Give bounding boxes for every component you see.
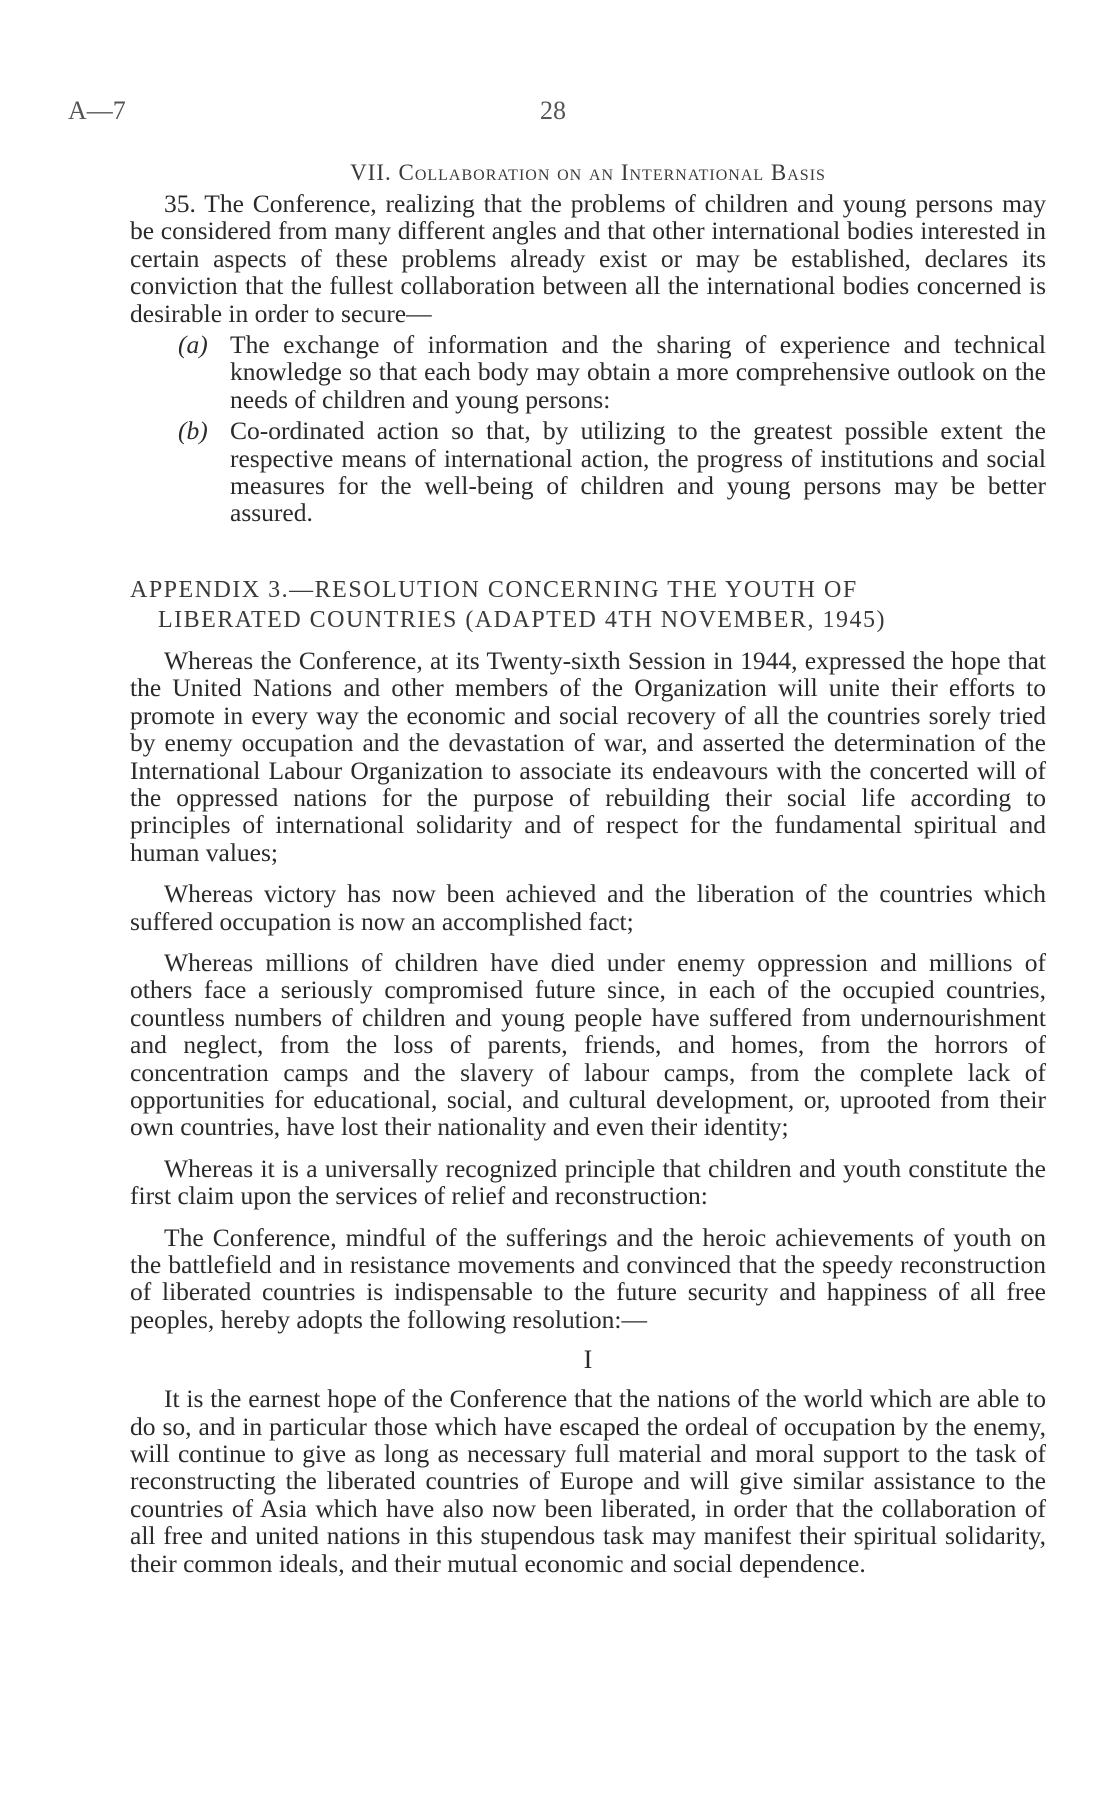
- paragraph-35: 35. The Conference, realizing that the problems of children and young persons may be considered from many different angles and that other international bodies interested in certain aspects of these problems already exist or may be established, declares its conviction that the fullest collaboration between all the international bodies concerned is desirable in order to secure—: [130, 189, 1046, 328]
- list-item-a: [130, 331, 1046, 413]
- appendix-title: [130, 575, 1046, 635]
- document-reference: A—7: [68, 96, 126, 125]
- list-item-label: (b): [178, 416, 208, 446]
- whereas-paragraph-3: Whereas millions of children have died under enemy oppression and millions of others face a seriously compromised future since, in each of the occupied countries, countless numbers of children and young people have suffered from undernourishment and neglect, from the loss of parents, friends, and homes, from the horrors of concentration camps and the slavery of labour camps, from the complete lack of opportunities for educational, social, and cultural development, or, uprooted from their own countries, have lost their nationality and even their identity;: [130, 947, 1046, 1142]
- list-item-b: [130, 417, 1046, 527]
- list-item-text: The exchange of information and the sharing of experience and technical knowledge so that each body may obtain a more comprehensive outlook on the needs of children and young persons:: [230, 330, 1046, 414]
- section-i-number: I: [583, 1345, 593, 1375]
- list-item-text: Co-ordinated action so that, by utilizing to the greatest possible extent the respective means of international action, the progress of institutions and social measures for the well-being of children and young persons may be better assured.: [230, 416, 1046, 528]
- whereas-paragraph-2: Whereas victory has now been achieved and the liberation of the countries which suffered occupation is now an accomplished fact;: [130, 879, 1046, 936]
- whereas-paragraph-1: Whereas the Conference, at its Twenty-sixth Session in 1944, expressed the hope that the United Nations and other members of the Organization will unite their efforts to promote in every way the economic and social recovery of all the countries sorely tried by enemy occupation and the devastation of war, and asserted the determination of the International Labour Organization to associate its endeavours with the concerted will of the oppressed nations for the purpose of rebuilding their social life according to principles of international solidarity and of respect for the fundamental spiritual and human values;: [130, 645, 1046, 867]
- page-number: 28: [540, 96, 566, 125]
- section-i-paragraph: It is the earnest hope of the Conference that the nations of the world which are able to do so, and in particular those which have escaped the ordeal of occupation by the enemy, will continue to give as long as necessary full material and moral support to the task of reconstructing the liberated countries of Europe and will give similar assistance to the countries of Asia which have also now been liberated, in order that the collaboration of all free and united nations in this stupendous task may manifest their spiritual solidarity, their common ideals, and their mutual economic and social dependence.: [130, 1384, 1046, 1578]
- whereas-paragraph-4: Whereas it is a universally recognized principle that children and youth constitute the first claim upon the services of relief and reconstruction:: [130, 1153, 1046, 1211]
- appendix-title-line1: APPENDIX 3.—RESOLUTION CONCERNING THE YOUTH OF: [130, 576, 858, 603]
- conference-paragraph: The Conference, mindful of the sufferings and the heroic achievements of youth on the battlefield and in resistance movements and convinced that the speedy reconstruction of liberated countries is indispensable to the future security and happiness of all free peoples, hereby adopts the following resolution:—: [130, 1222, 1046, 1334]
- list-item-label: (a): [178, 330, 208, 360]
- page-content: [130, 150, 1046, 1577]
- section-vii-heading: VII. Collaboration on an International Basis: [350, 160, 826, 185]
- appendix-title-line2: LIBERATED COUNTRIES (ADAPTED 4TH NOVEMBER, 1945): [158, 606, 886, 633]
